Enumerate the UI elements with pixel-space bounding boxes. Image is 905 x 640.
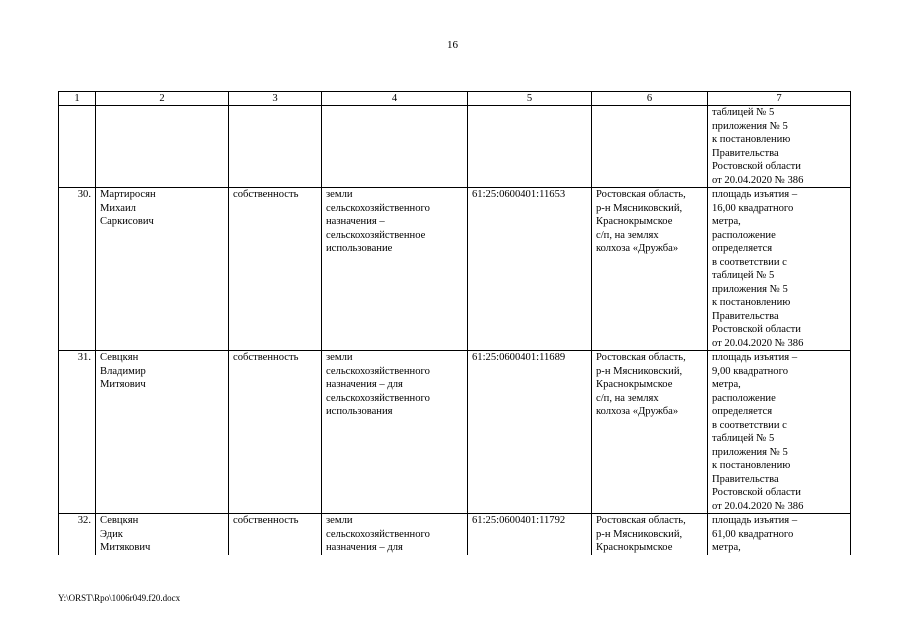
cell-location: Ростовская область, р-н Мясниковский, Краснокрымское	[592, 514, 708, 555]
header-col-6: 6	[592, 92, 708, 106]
cell-right-type: собственность	[229, 351, 322, 514]
cell-number: 30.	[59, 188, 96, 351]
table-row	[59, 514, 851, 555]
cell-empty	[468, 106, 592, 188]
header-col-4: 4	[322, 92, 468, 106]
cell-cadastral-number: 61:25:0600401:11792	[468, 514, 592, 555]
header-col-2: 2	[96, 92, 229, 106]
cell-empty	[96, 106, 229, 188]
cell-empty	[592, 106, 708, 188]
cell-right-type: собственность	[229, 188, 322, 351]
cell-location: Ростовская область, р-н Мясниковский, Краснокрымское с/п, на землях колхоза «Дружба»	[592, 188, 708, 351]
cell-right-type: собственность	[229, 514, 322, 555]
cell-land-category: земли сельскохозяйственного назначения – для сельскохозяйственного использования	[322, 351, 468, 514]
header-row	[59, 92, 851, 106]
cell-location: Ростовская область, р-н Мясниковский, Краснокрымское с/п, на землях колхоза «Дружба»	[592, 351, 708, 514]
cell-details: площадь изъятия – 9,00 квадратного метра, расположение определяется в соответствии с таблицей № 5 приложения № 5 к постановлению Правительства Ростовской области от 20.04.2020 № 386	[708, 351, 851, 514]
cell-land-category: земли сельскохозяйственного назначения – для	[322, 514, 468, 555]
header-col-1: 1	[59, 92, 96, 106]
cell-cadastral-number: 61:25:0600401:11653	[468, 188, 592, 351]
page-number: 16	[447, 39, 458, 51]
cell-land-category: земли сельскохозяйственного назначения – сельскохозяйственное использование	[322, 188, 468, 351]
cell-details: таблицей № 5 приложения № 5 к постановлению Правительства Ростовской области от 20.04.2020 № 386	[708, 106, 851, 188]
table-row	[59, 351, 851, 514]
cell-number: 31.	[59, 351, 96, 514]
cell-number: 32.	[59, 514, 96, 555]
cell-owner-name: Севцкян Эдик Митякович	[96, 514, 229, 555]
cell-details: площадь изъятия – 16,00 квадратного метра, расположение определяется в соответствии с таблицей № 5 приложения № 5 к постановлению Правительства Ростовской области от 20.04.2020 № 386	[708, 188, 851, 351]
header-col-5: 5	[468, 92, 592, 106]
continuation-row	[59, 106, 851, 188]
header-col-7: 7	[708, 92, 851, 106]
cell-empty	[322, 106, 468, 188]
cell-owner-name: Севцкян Владимир Митяович	[96, 351, 229, 514]
cell-cadastral-number: 61:25:0600401:11689	[468, 351, 592, 514]
cell-empty	[59, 106, 96, 188]
file-path-footer: Y:\ORST\Rpo\1006r049.f20.docx	[58, 593, 181, 603]
cell-empty	[229, 106, 322, 188]
header-col-3: 3	[229, 92, 322, 106]
cell-owner-name: Мартиросян Михаил Саркисович	[96, 188, 229, 351]
cell-details: площадь изъятия – 61,00 квадратного метра,	[708, 514, 851, 555]
land-table	[58, 91, 851, 555]
table-row	[59, 188, 851, 351]
